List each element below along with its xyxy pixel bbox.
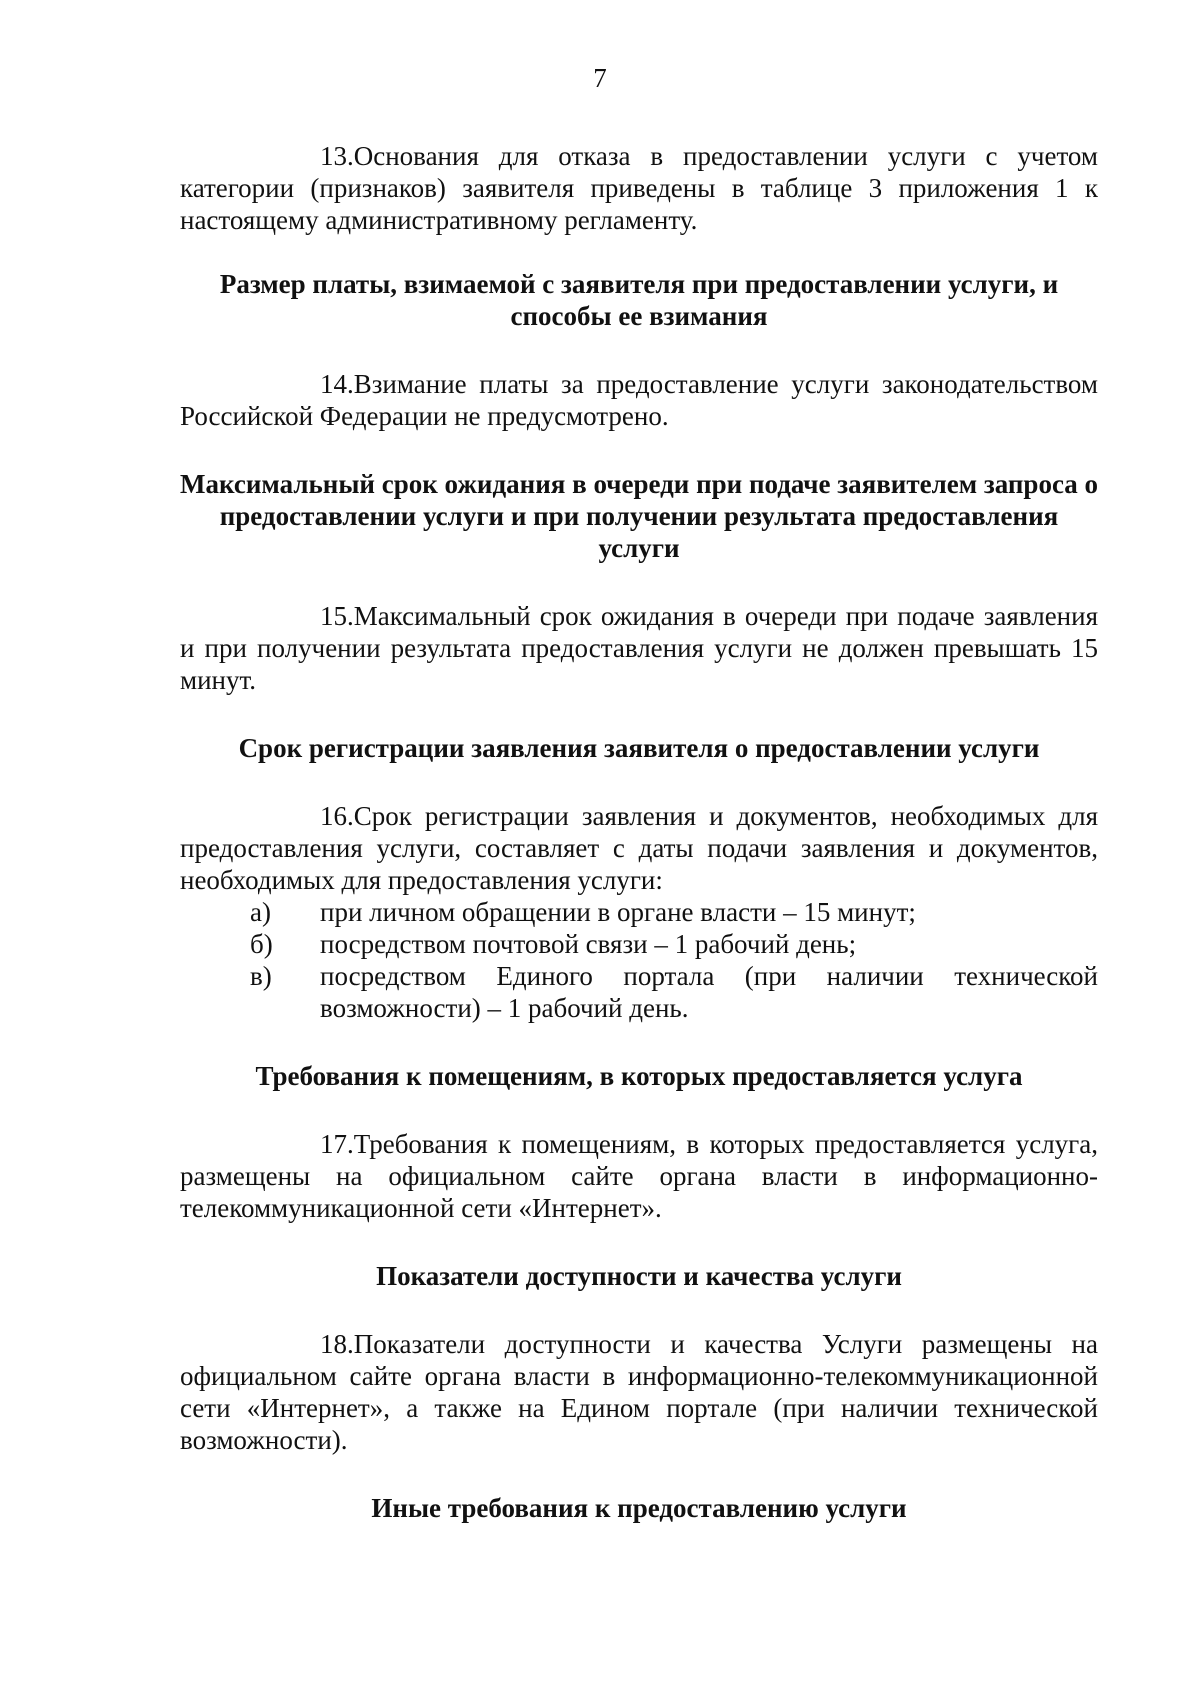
list-item-b bbox=[180, 928, 1098, 960]
heading-queue: Максимальный срок ожидания в очереди при подаче заявителем запроса о предоставлении услуги и при получении результата предоставления услуги bbox=[180, 469, 1099, 563]
paragraph-text: Требования к помещениям, в которых предоставляется услуга, размещены на официальном сайте органа власти в информационно-телекоммуникационной сети «Интернет». bbox=[180, 1129, 1098, 1223]
list-marker: а) bbox=[250, 897, 271, 927]
paragraph-16 bbox=[180, 800, 1098, 896]
paragraph-number: 14. bbox=[320, 369, 354, 399]
paragraph-17 bbox=[180, 1128, 1098, 1224]
heading-quality: Показатели доступности и качества услуги bbox=[376, 1261, 902, 1291]
paragraph-text: Показатели доступности и качества Услуги размещены на официальном сайте органа власти в информационно-телекоммуникационной сети «Интернет», а также на Едином портале (при наличии технической возможности). bbox=[180, 1329, 1098, 1455]
page-number: 7 bbox=[593, 63, 607, 93]
heading-registration: Срок регистрации заявления заявителя о предоставлении услуги bbox=[238, 733, 1040, 763]
heading-fee: Размер платы, взимаемой с заявителя при предоставлении услуги, и способы ее взимания bbox=[219, 269, 1059, 331]
paragraph-15 bbox=[180, 600, 1098, 696]
paragraph-number: 13. bbox=[320, 141, 354, 171]
paragraph-number: 17. bbox=[320, 1129, 354, 1159]
paragraph-number: 18. bbox=[320, 1329, 354, 1359]
list-item-text: при личном обращении в органе власти – 15 минут; bbox=[320, 897, 916, 927]
paragraph-13 bbox=[180, 140, 1098, 236]
list-marker: б) bbox=[250, 929, 273, 959]
heading-premises: Требования к помещениям, в которых предоставляется услуга bbox=[255, 1061, 1023, 1091]
paragraph-14 bbox=[180, 368, 1098, 432]
list-item-a bbox=[180, 896, 1098, 928]
paragraph-number: 16. bbox=[320, 801, 354, 831]
paragraph-text: Максимальный срок ожидания в очереди при подаче заявления и при получении результата предоставления услуги не должен превышать 15 минут. bbox=[180, 601, 1098, 695]
paragraph-number: 15. bbox=[320, 601, 354, 631]
paragraph-18 bbox=[180, 1328, 1098, 1456]
paragraph-text: Основания для отказа в предоставлении услуги с учетом категории (признаков) заявителя приведены в таблице 3 приложения 1 к настоящему административному регламенту. bbox=[180, 141, 1098, 235]
list-item-c bbox=[180, 960, 1098, 1024]
paragraph-text: Срок регистрации заявления и документов, необходимых для предоставления услуги, составляет с даты подачи заявления и документов, необходимых для предоставления услуги: bbox=[180, 801, 1098, 895]
paragraph-text: Взимание платы за предоставление услуги законодательством Российской Федерации не предусмотрено. bbox=[180, 369, 1098, 431]
list-item-text: посредством Единого портала (при наличии технической возможности) – 1 рабочий день. bbox=[320, 961, 1098, 1023]
heading-other: Иные требования к предоставлению услуги bbox=[371, 1493, 907, 1523]
list-item-text: посредством почтовой связи – 1 рабочий день; bbox=[320, 929, 857, 959]
document-body bbox=[180, 140, 1098, 1524]
list-marker: в) bbox=[250, 961, 272, 991]
